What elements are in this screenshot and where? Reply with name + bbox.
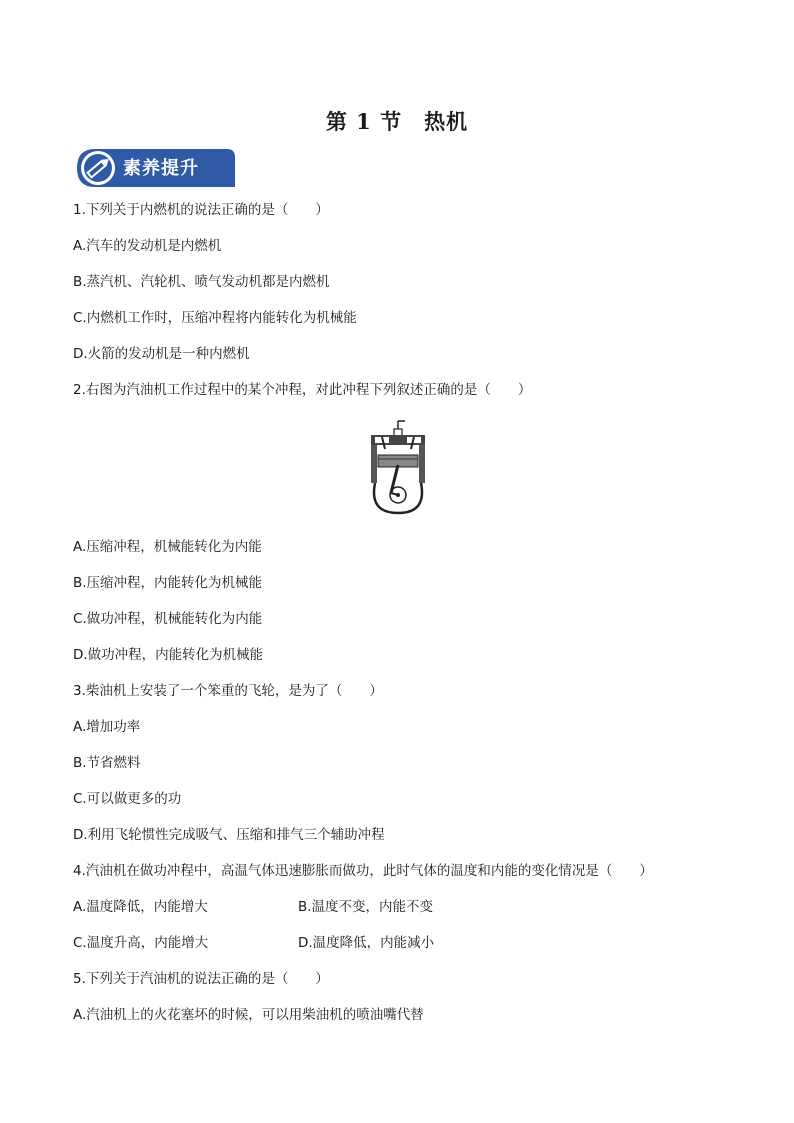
engine-stroke-figure bbox=[365, 419, 431, 515]
question-3-option-b: B.节省燃料 bbox=[73, 755, 141, 771]
question-2-option-b: B.压缩冲程，内能转化为机械能 bbox=[73, 575, 263, 591]
question-2-stem: 2.右图为汽油机工作过程中的某个冲程，对此冲程下列叙述正确的是（ ） bbox=[73, 382, 532, 398]
section-badge-label: 素养提升 bbox=[123, 158, 199, 179]
question-1-option-a: A.汽车的发动机是内燃机 bbox=[73, 238, 222, 254]
question-5-stem: 5.下列关于汽油机的说法正确的是（ ） bbox=[73, 971, 329, 987]
question-3-option-d: D.利用飞轮惯性完成吸气、压缩和排气三个辅助冲程 bbox=[73, 827, 385, 843]
question-3-stem: 3.柴油机上安装了一个笨重的飞轮，是为了（ ） bbox=[73, 683, 383, 699]
question-1-stem: 1.下列关于内燃机的说法正确的是（ ） bbox=[73, 202, 329, 218]
question-4-option-d: D.温度降低，内能减小 bbox=[298, 935, 435, 951]
question-2-option-d: D.做功冲程，内能转化为机械能 bbox=[73, 647, 264, 663]
engine-cylinder-icon bbox=[365, 419, 431, 515]
question-2-option-a: A.压缩冲程，机械能转化为内能 bbox=[73, 539, 262, 555]
question-2-option-c: C.做功冲程，机械能转化为内能 bbox=[73, 611, 263, 627]
question-1-option-d: D.火箭的发动机是一种内燃机 bbox=[73, 346, 250, 362]
question-4-option-b: B.温度不变，内能不变 bbox=[298, 899, 434, 915]
section-badge bbox=[77, 147, 235, 187]
question-3-option-c: C.可以做更多的功 bbox=[73, 791, 182, 807]
question-4-option-a: A.温度降低，内能增大 bbox=[73, 899, 208, 915]
question-5-option-a: A.汽油机上的火花塞坏的时候，可以用柴油机的喷油嘴代替 bbox=[73, 1007, 424, 1023]
question-4-stem: 4.汽油机在做功冲程中，高温气体迅速膨胀而做功，此时气体的温度和内能的变化情况是（ ） bbox=[73, 863, 653, 879]
question-1-option-c: C.内燃机工作时，压缩冲程将内能转化为机械能 bbox=[73, 310, 357, 326]
question-1-option-b: B.蒸汽机、汽轮机、喷气发动机都是内燃机 bbox=[73, 274, 330, 290]
question-4-option-c: C.温度升高，内能增大 bbox=[73, 935, 209, 951]
question-3-option-a: A.增加功率 bbox=[73, 719, 141, 735]
page-title: 第 1 节 热机 bbox=[325, 109, 469, 134]
